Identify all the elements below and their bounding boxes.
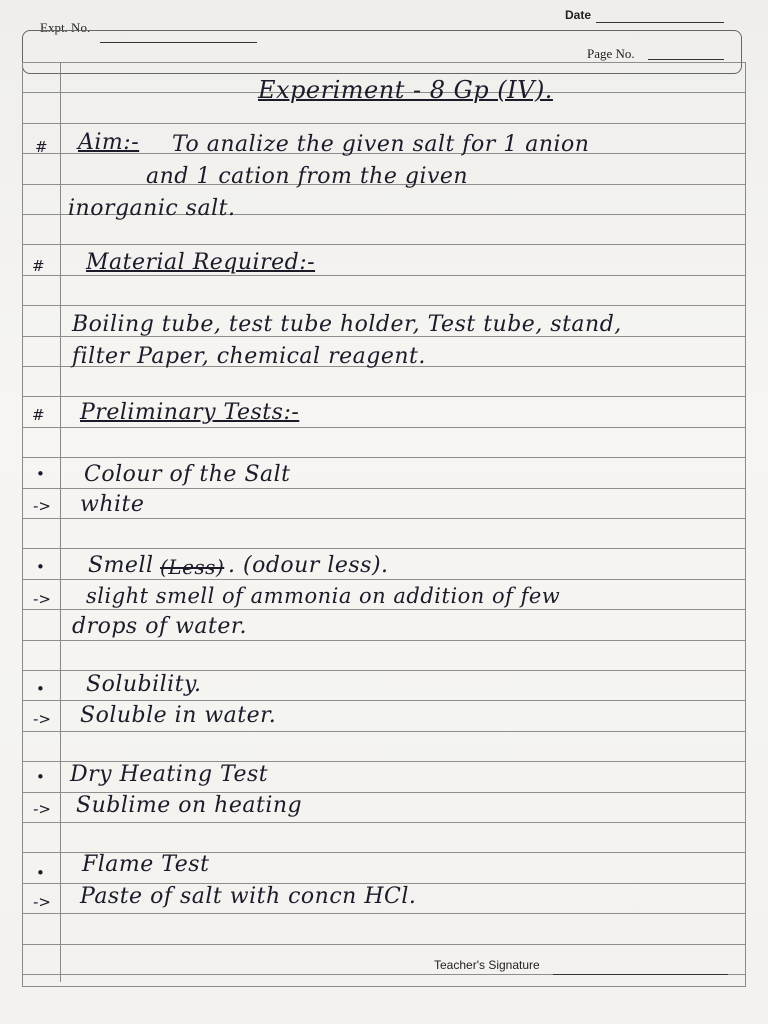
ruled-line	[22, 731, 746, 732]
expt-no-label: Expt. No.	[40, 20, 91, 35]
ruled-line	[22, 609, 746, 610]
struck-word: (Less)	[160, 555, 225, 579]
date-label: Date	[565, 8, 592, 22]
result-arrow: ->	[33, 893, 51, 911]
ruled-line	[22, 944, 746, 945]
test-label: Flame Test	[82, 852, 210, 877]
test-label: Solubility.	[86, 672, 202, 697]
test-result: white	[80, 492, 145, 517]
teacher-signature-label: Teacher's Signature	[434, 958, 540, 972]
page-no-line	[648, 59, 724, 60]
aim-line-2: and 1 cation from the given	[146, 164, 469, 189]
test-label-tail: . (odour less).	[228, 553, 389, 578]
test-result: Paste of salt with concn HCl.	[80, 884, 417, 909]
test-result-line-2: drops of water.	[72, 614, 247, 639]
ruled-line	[22, 396, 746, 397]
test-label: Dry Heating Test	[70, 762, 269, 787]
ruled-line	[22, 488, 746, 489]
aim-marker: #	[35, 138, 48, 156]
test-bullet: •	[36, 558, 45, 576]
ruled-line	[22, 427, 746, 428]
test-bullet: •	[36, 680, 45, 698]
ruled-line	[22, 913, 746, 914]
page-border-left	[22, 62, 23, 987]
page-border-right	[745, 62, 746, 987]
material-marker: #	[32, 257, 45, 275]
page-no-label: Page No.	[587, 46, 635, 61]
test-bullet: •	[36, 768, 45, 786]
material-label: Material Required:-	[86, 250, 316, 275]
page-border-bottom	[22, 986, 746, 987]
test-bullet: •	[36, 864, 45, 882]
ruled-line	[22, 822, 746, 823]
signature-line	[553, 974, 728, 975]
ruled-line	[22, 457, 746, 458]
ruled-line	[22, 518, 746, 519]
result-arrow: ->	[33, 710, 51, 728]
aim-line-1: To analize the given salt for 1 anion	[172, 132, 590, 157]
test-bullet: •	[36, 465, 45, 483]
result-arrow: ->	[33, 590, 51, 608]
material-line-1: Boiling tube, test tube holder, Test tube, stand,	[72, 312, 622, 337]
ruled-line	[22, 244, 746, 245]
aim-line-3: inorganic salt.	[68, 196, 236, 221]
ruled-line	[22, 670, 746, 671]
preliminary-marker: #	[32, 406, 45, 424]
test-result: Soluble in water.	[80, 703, 277, 728]
test-result: Sublime on heating	[76, 793, 303, 818]
ruled-line	[22, 579, 746, 580]
ruled-line	[22, 700, 746, 701]
ruled-line	[22, 548, 746, 549]
ruled-line	[22, 640, 746, 641]
ruled-line	[22, 62, 746, 63]
date-line	[596, 22, 724, 23]
aim-label: Aim:-	[78, 130, 140, 155]
result-arrow: ->	[33, 497, 51, 515]
result-arrow: ->	[33, 800, 51, 818]
material-line-2: filter Paper, chemical reagent.	[72, 344, 426, 369]
experiment-title: Experiment - 8 Gp (IV).	[258, 76, 553, 104]
test-label: Colour of the Salt	[84, 462, 291, 487]
margin-line	[60, 62, 61, 982]
ruled-line	[22, 305, 746, 306]
test-label: Smell	[88, 553, 154, 578]
test-result: slight smell of ammonia on addition of few	[86, 584, 561, 608]
ruled-line	[22, 123, 746, 124]
preliminary-label: Preliminary Tests:-	[80, 400, 300, 425]
